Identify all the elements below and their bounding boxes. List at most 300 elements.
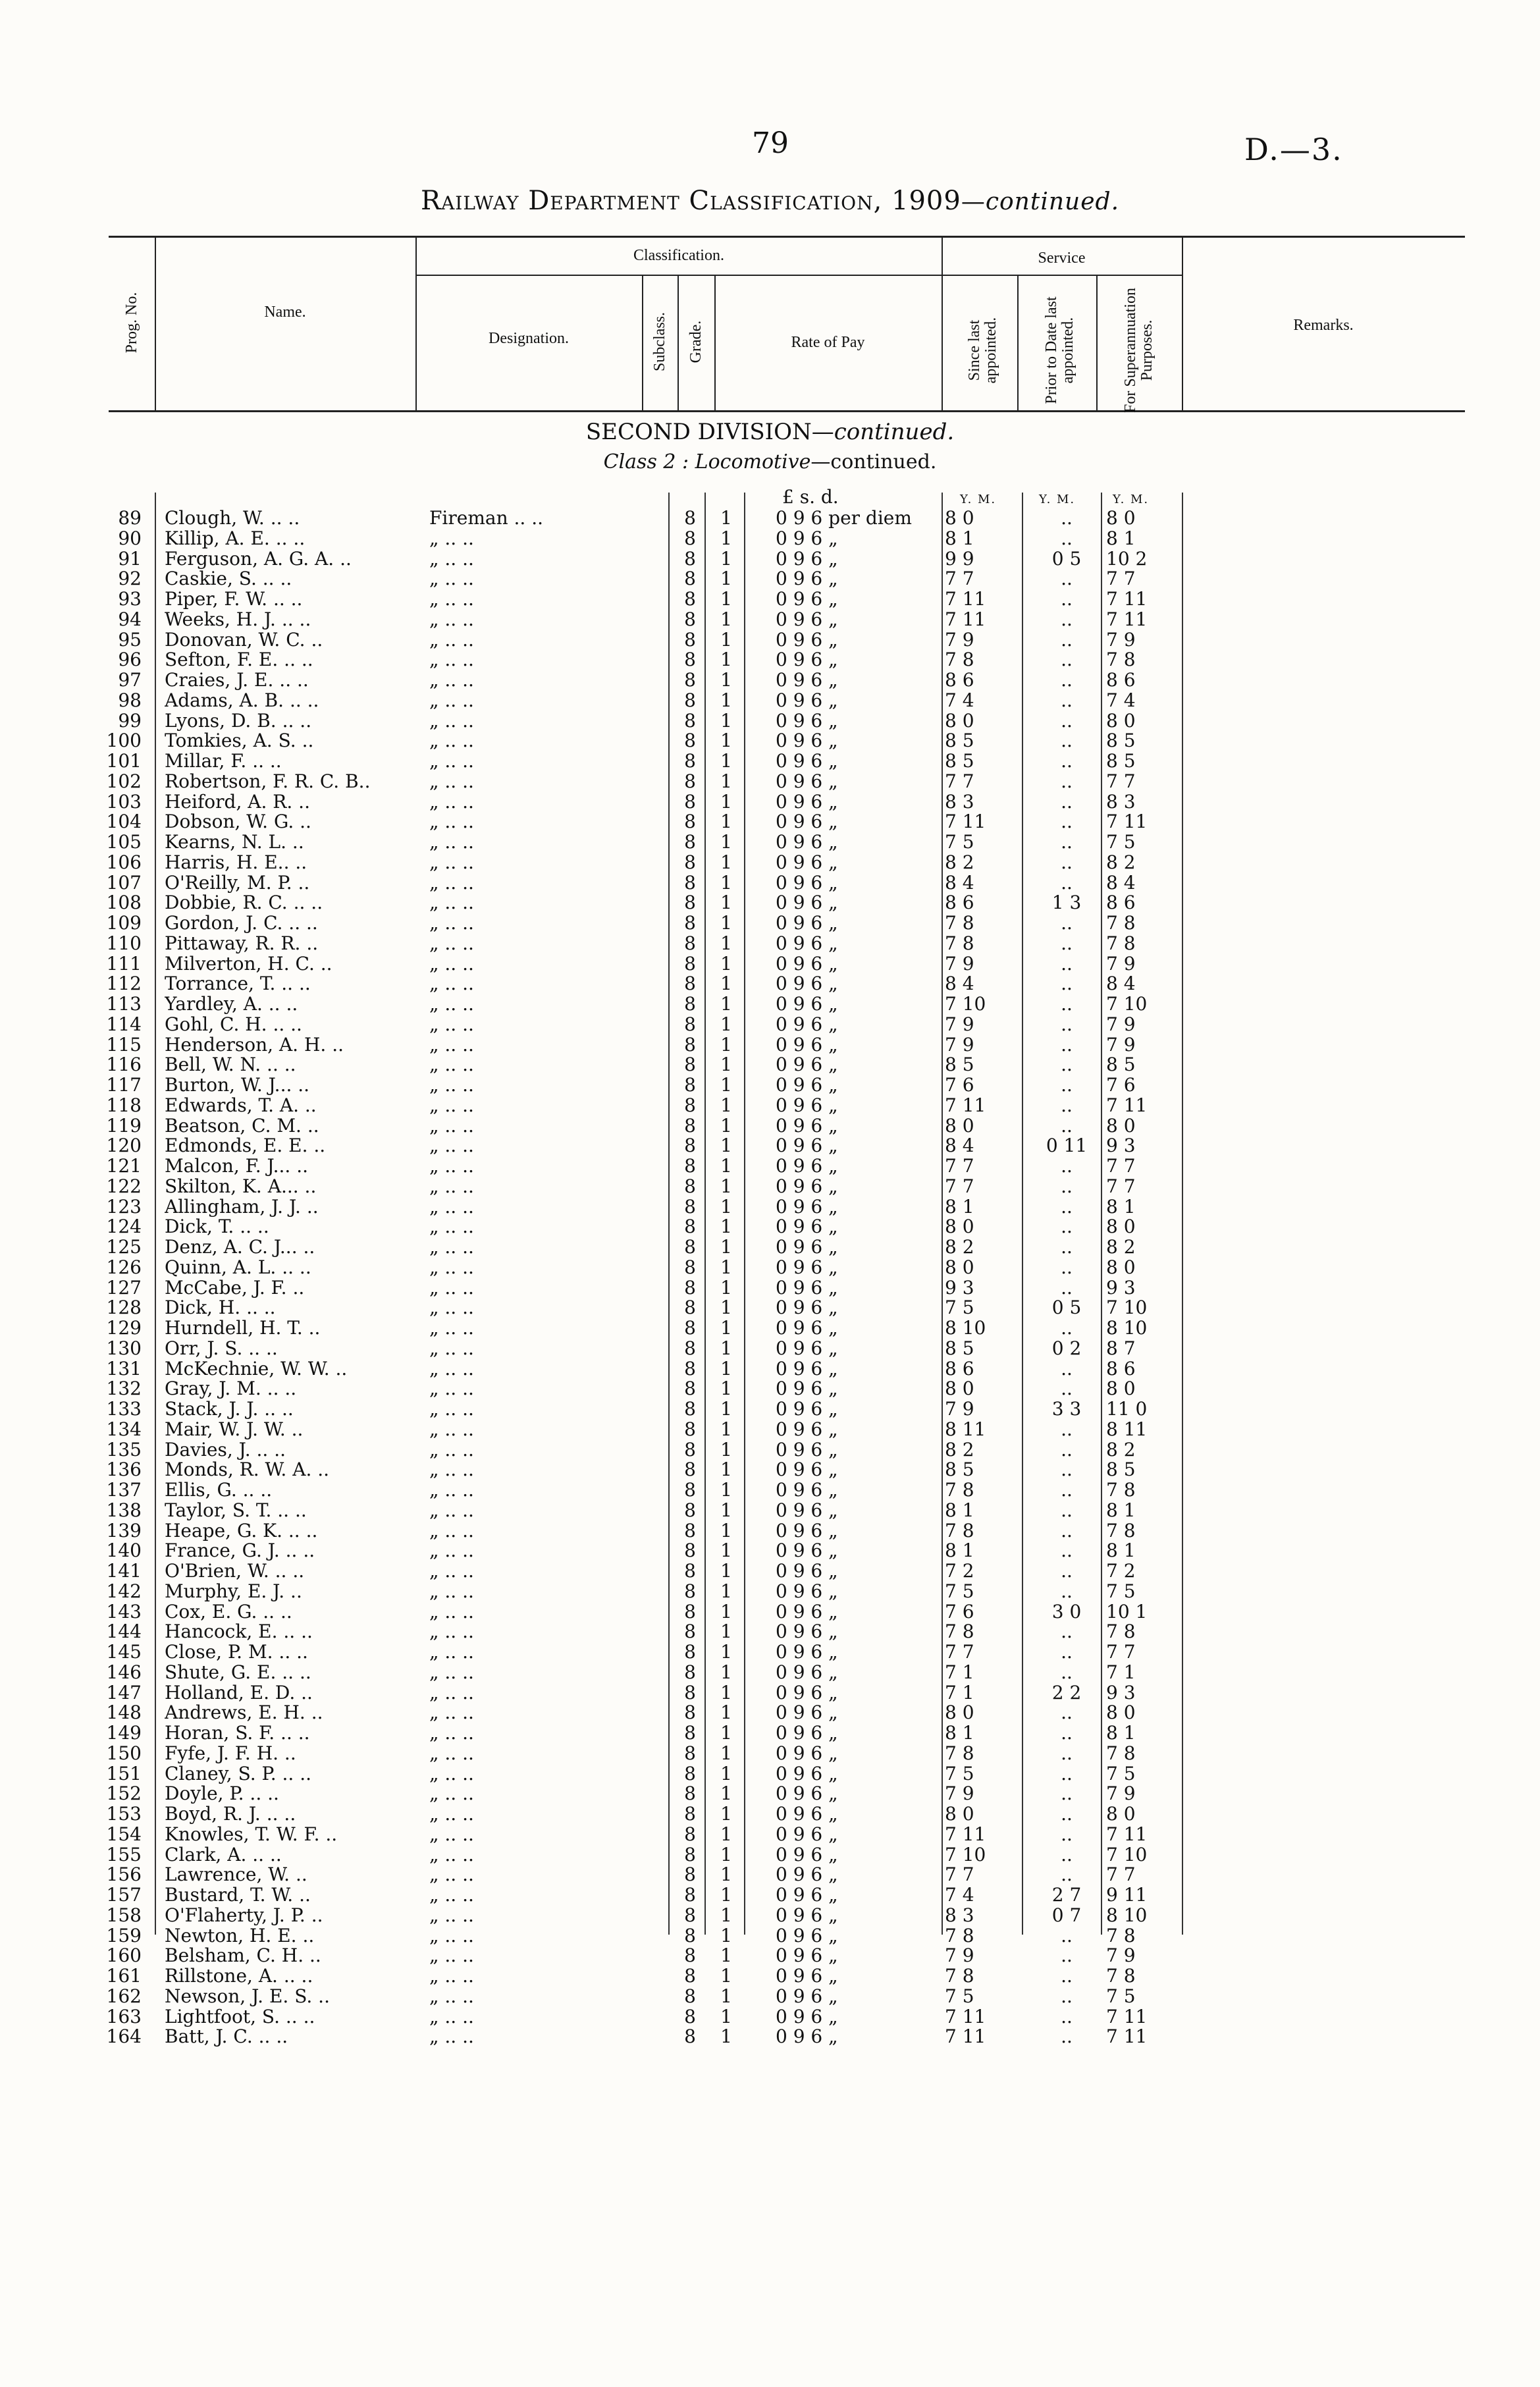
cell-subclass: 8 (684, 2025, 696, 2048)
cell-subclass: 8 (684, 1175, 696, 1197)
cell-subclass: 8 (684, 1276, 696, 1299)
cell-prog-no: 90 (118, 527, 142, 549)
class-label: Class 2 : (603, 450, 689, 473)
cell-prog-no: 106 (106, 851, 142, 873)
cell-rate-of-pay: 0 9 6 „ (776, 1378, 838, 1400)
table-row (0, 630, 1540, 651)
cell-prog-no: 105 (106, 831, 142, 853)
table-row (0, 1946, 1540, 1966)
cell-designation: „ .. .. (429, 1601, 474, 1622)
cell-prog-no: 163 (106, 2005, 142, 2027)
cell-subclass: 8 (684, 1641, 696, 1663)
cell-prior-to-date: .. (1061, 2005, 1073, 2027)
cell-grade: 1 (720, 1540, 732, 1562)
cell-rate-of-pay: 0 9 6 „ (776, 1499, 838, 1521)
cell-prog-no: 102 (106, 770, 142, 792)
cell-designation: „ .. .. (429, 1541, 474, 1561)
cell-grade: 1 (720, 1965, 732, 1987)
cell-subclass: 8 (684, 1944, 696, 1967)
cell-grade: 1 (720, 851, 732, 873)
table-row (0, 954, 1540, 975)
cell-name: Gohl, C. H. .. .. (165, 1014, 302, 1034)
cell-designation: „ .. .. (429, 913, 474, 933)
cell-superannuation: 8 2 (1106, 1438, 1136, 1461)
cell-rate-of-pay: 0 9 6 „ (776, 750, 838, 772)
cell-rate-of-pay: 0 9 6 „ (776, 1135, 838, 1157)
cell-superannuation: 7 8 (1106, 1621, 1136, 1643)
cell-name: Belsham, C. H. .. (165, 1946, 321, 1966)
cell-prog-no: 91 (118, 547, 142, 570)
cell-subclass: 8 (684, 1843, 696, 1865)
cell-superannuation: 7 9 (1106, 1783, 1136, 1805)
cell-name: Henderson, A. H. .. (165, 1034, 344, 1055)
cell-name: Skilton, K. A... .. (165, 1176, 317, 1196)
cell-subclass: 8 (684, 1438, 696, 1461)
cell-subclass: 8 (684, 932, 696, 954)
cell-designation: „ .. .. (429, 549, 474, 569)
cell-name: Newson, J. E. S. .. (165, 1986, 330, 2006)
cell-prog-no: 134 (106, 1418, 142, 1440)
cell-since-last-appointed: 8 5 (945, 1337, 974, 1359)
cell-superannuation: 8 1 (1106, 1540, 1136, 1562)
table-row (0, 2027, 1540, 2047)
cell-name: Caskie, S. .. .. (165, 569, 292, 589)
cell-prog-no: 136 (106, 1459, 142, 1481)
cell-name: Gordon, J. C. .. .. (165, 913, 318, 933)
cell-name: Adams, A. B. .. .. (165, 690, 319, 711)
cell-prior-to-date: .. (1061, 1580, 1073, 1602)
cell-rate-of-pay: 0 9 6 „ (776, 628, 838, 651)
cell-superannuation: 7 7 (1106, 568, 1136, 590)
table-row (0, 1480, 1540, 1501)
cell-subclass: 8 (684, 1378, 696, 1400)
cell-since-last-appointed: 8 1 (945, 1540, 974, 1562)
table-row (0, 1318, 1540, 1339)
cell-name: Holland, E. D. .. (165, 1682, 313, 1703)
cell-since-last-appointed: 7 9 (945, 1398, 974, 1420)
cell-prior-to-date: .. (1061, 1013, 1073, 1035)
cell-designation: „ .. .. (429, 650, 474, 670)
cell-subclass: 8 (684, 1418, 696, 1440)
table-row (0, 1156, 1540, 1177)
cell-since-last-appointed: 8 1 (945, 1499, 974, 1521)
table-row (0, 1359, 1540, 1380)
cell-prog-no: 155 (106, 1843, 142, 1865)
cell-rate-of-pay: 0 9 6 „ (776, 1479, 838, 1501)
cell-since-last-appointed: 7 4 (945, 689, 974, 711)
cell-prog-no: 164 (106, 2025, 142, 2048)
cell-designation: „ .. .. (429, 1439, 474, 1460)
table-row (0, 1683, 1540, 1703)
cell-prog-no: 147 (106, 1681, 142, 1703)
cell-superannuation: 7 8 (1106, 1965, 1136, 1987)
cell-grade: 1 (720, 730, 732, 752)
table-row (0, 1339, 1540, 1359)
cell-prior-to-date: .. (1061, 1519, 1073, 1542)
cell-prog-no: 144 (106, 1621, 142, 1643)
cell-name: Claney, S. P. .. .. (165, 1763, 312, 1784)
cell-grade: 1 (720, 1600, 732, 1623)
table-row (0, 1440, 1540, 1461)
cell-prog-no: 115 (106, 1033, 142, 1056)
cell-prior-to-date: .. (1061, 2025, 1073, 2048)
cell-subclass: 8 (684, 608, 696, 630)
cell-superannuation: 8 6 (1106, 1357, 1136, 1380)
cell-superannuation: 8 1 (1106, 1722, 1136, 1744)
cell-prog-no: 116 (106, 1054, 142, 1076)
cell-prior-to-date: .. (1061, 689, 1073, 711)
cell-subclass: 8 (684, 1297, 696, 1319)
cell-superannuation: 8 1 (1106, 527, 1136, 549)
cell-subclass: 8 (684, 1479, 696, 1501)
cell-since-last-appointed: 7 11 (945, 588, 986, 610)
cell-subclass: 8 (684, 1337, 696, 1359)
cell-rate-of-pay: 0 9 6 „ (776, 1317, 838, 1339)
cell-superannuation: 8 7 (1106, 1337, 1136, 1359)
cell-name: Hancock, E. .. .. (165, 1622, 313, 1642)
cell-prior-to-date: .. (1061, 811, 1073, 833)
cell-superannuation: 7 9 (1106, 952, 1136, 975)
cell-subclass: 8 (684, 1681, 696, 1703)
cell-superannuation: 7 7 (1106, 1864, 1136, 1886)
cell-rate-of-pay: 0 9 6 „ (776, 1175, 838, 1197)
table-row (0, 1845, 1540, 1865)
cell-superannuation: 7 2 (1106, 1560, 1136, 1582)
cell-designation: „ .. .. (429, 791, 474, 812)
cell-superannuation: 8 6 (1106, 892, 1136, 914)
cell-since-last-appointed: 8 0 (945, 1216, 974, 1238)
cell-since-last-appointed: 7 5 (945, 1297, 974, 1319)
cell-grade: 1 (720, 1762, 732, 1784)
cell-designation: „ .. .. (429, 852, 474, 872)
cell-grade: 1 (720, 790, 732, 813)
cell-superannuation: 8 0 (1106, 1702, 1136, 1724)
cell-superannuation: 7 9 (1106, 1013, 1136, 1035)
cell-subclass: 8 (684, 2005, 696, 2027)
cell-subclass: 8 (684, 1560, 696, 1582)
cell-prog-no: 161 (106, 1965, 142, 1987)
cell-designation: „ .. .. (429, 569, 474, 589)
cell-designation: „ .. .. (429, 731, 474, 751)
table-row (0, 934, 1540, 954)
cell-designation: „ .. .. (429, 1925, 474, 1946)
cell-designation: „ .. .. (429, 1217, 474, 1237)
cell-name: Newton, H. E. .. (165, 1925, 315, 1946)
cell-prior-to-date: .. (1061, 1094, 1073, 1116)
cell-designation: „ .. .. (429, 1703, 474, 1723)
cell-prior-to-date: .. (1061, 851, 1073, 873)
cell-subclass: 8 (684, 831, 696, 853)
cell-grade: 1 (720, 1337, 732, 1359)
cell-name: Heape, G. K. .. .. (165, 1520, 318, 1541)
cell-since-last-appointed: 8 1 (945, 527, 974, 549)
cell-grade: 1 (720, 1256, 732, 1278)
cell-prior-to-date: .. (1061, 1560, 1073, 1582)
table-row (0, 1784, 1540, 1804)
cell-subclass: 8 (684, 1033, 696, 1056)
table-row (0, 2007, 1540, 2027)
cell-superannuation: 7 9 (1106, 1033, 1136, 1056)
cell-rate-of-pay: 0 9 6 „ (776, 568, 838, 590)
cell-since-last-appointed: 8 6 (945, 669, 974, 691)
cell-subclass: 8 (684, 1823, 696, 1845)
cell-grade: 1 (720, 871, 732, 894)
table-row (0, 1278, 1540, 1299)
table-row (0, 1136, 1540, 1156)
cell-name: Doyle, P. .. .. (165, 1784, 279, 1804)
cell-rate-of-pay: 0 9 6 „ (776, 1600, 838, 1623)
cell-prior-to-date: .. (1061, 932, 1073, 954)
cell-designation: „ .. .. (429, 953, 474, 974)
table-row (0, 650, 1540, 670)
cell-grade: 1 (720, 1702, 732, 1724)
cell-prior-to-date: .. (1061, 1357, 1073, 1380)
header-prog-no: Prog. No. (123, 292, 140, 354)
cell-designation: „ .. .. (429, 893, 474, 913)
cell-designation: „ .. .. (429, 1763, 474, 1784)
cell-rate-of-pay: 0 9 6 „ (776, 1297, 838, 1319)
cell-superannuation: 8 5 (1106, 750, 1136, 772)
cell-prog-no: 125 (106, 1236, 142, 1258)
cell-designation: „ .. .. (429, 1682, 474, 1703)
cell-subclass: 8 (684, 1783, 696, 1805)
cell-designation: „ .. .. (429, 1034, 474, 1055)
cell-subclass: 8 (684, 892, 696, 914)
document-reference: D.—3. (1244, 132, 1343, 167)
cell-rate-of-pay: 0 9 6 „ (776, 1540, 838, 1562)
cell-rate-of-pay: 0 9 6 „ (776, 1357, 838, 1380)
cell-since-last-appointed: 8 3 (945, 1904, 974, 1926)
cell-prior-to-date: .. (1061, 1438, 1073, 1461)
cell-name: Dick, H. .. .. (165, 1298, 276, 1318)
cell-name: Cox, E. G. .. .. (165, 1601, 292, 1622)
cell-designation: „ .. .. (429, 690, 474, 711)
cell-designation: „ .. .. (429, 832, 474, 852)
cell-designation: „ .. .. (429, 2006, 474, 2027)
cell-superannuation: 8 5 (1106, 1459, 1136, 1481)
cell-subclass: 8 (684, 649, 696, 671)
cell-prior-to-date: .. (1061, 649, 1073, 671)
cell-name: Lawrence, W. .. (165, 1865, 307, 1885)
cell-rate-of-pay: 0 9 6 „ (776, 2005, 838, 2027)
cell-rate-of-pay: 0 9 6 „ (776, 1580, 838, 1602)
cell-name: Dobbie, R. C. .. .. (165, 893, 323, 913)
cell-since-last-appointed: 7 8 (945, 1742, 974, 1764)
cell-designation: „ .. .. (429, 1115, 474, 1136)
cell-since-last-appointed: 8 1 (945, 1195, 974, 1218)
cell-superannuation: 7 7 (1106, 770, 1136, 792)
cell-grade: 1 (720, 1418, 732, 1440)
table-row (0, 792, 1540, 813)
cell-superannuation: 8 0 (1106, 709, 1136, 732)
cell-prog-no: 89 (118, 507, 142, 529)
cell-name: Knowles, T. W. F. .. (165, 1824, 338, 1844)
cell-prior-to-date: .. (1061, 1256, 1073, 1278)
cell-prog-no: 143 (106, 1600, 142, 1623)
cell-designation: „ .. .. (429, 1865, 474, 1885)
table-row (0, 832, 1540, 853)
cell-rate-of-pay: 0 9 6 „ (776, 831, 838, 853)
cell-prior-to-date: .. (1061, 1965, 1073, 1987)
cell-subclass: 8 (684, 1742, 696, 1764)
table-row (0, 610, 1540, 630)
table-row (0, 1055, 1540, 1075)
cell-designation: „ .. .. (429, 1520, 474, 1541)
cell-name: France, G. J. .. .. (165, 1541, 315, 1561)
division-title: SECOND DIVISION—continued. (585, 419, 955, 445)
cell-name: Donovan, W. C. .. (165, 630, 323, 650)
cell-designation: „ .. .. (429, 933, 474, 953)
cell-rate-of-pay: 0 9 6 „ (776, 1762, 838, 1784)
cell-prior-to-date: 0 11 (1046, 1135, 1088, 1157)
cell-prior-to-date: .. (1061, 1621, 1073, 1643)
cell-superannuation: 8 2 (1106, 1236, 1136, 1258)
cell-name: Edwards, T. A. .. (165, 1095, 317, 1115)
cell-designation: „ .. .. (429, 812, 474, 832)
cell-superannuation: 9 11 (1106, 1884, 1148, 1906)
cell-subclass: 8 (684, 1155, 696, 1177)
cell-rate-of-pay: 0 9 6 „ (776, 1074, 838, 1096)
cell-subclass: 8 (684, 750, 696, 772)
cell-rate-of-pay: 0 9 6 „ (776, 1661, 838, 1683)
cell-superannuation: 7 10 (1106, 993, 1148, 1015)
cell-rate-of-pay: 0 9 6 „ (776, 547, 838, 570)
cell-prog-no: 98 (118, 689, 142, 711)
cell-subclass: 8 (684, 527, 696, 549)
cell-prior-to-date: 0 2 (1051, 1337, 1082, 1359)
cell-prog-no: 139 (106, 1519, 142, 1542)
cell-designation: „ .. .. (429, 994, 474, 1014)
cell-prog-no: 103 (106, 790, 142, 813)
cell-since-last-appointed: 7 5 (945, 831, 974, 853)
cell-since-last-appointed: 7 7 (945, 1175, 974, 1197)
cell-designation: „ .. .. (429, 1419, 474, 1439)
cell-name: Bustard, T. W. .. (165, 1885, 311, 1905)
cell-since-last-appointed: 8 0 (945, 709, 974, 732)
cell-subclass: 8 (684, 912, 696, 934)
table-row (0, 1420, 1540, 1440)
cell-since-last-appointed: 7 11 (945, 1823, 986, 1845)
cell-rate-of-pay: 0 9 6 „ (776, 851, 838, 873)
cell-subclass: 8 (684, 993, 696, 1015)
cell-name: Close, P. M. .. .. (165, 1642, 308, 1662)
division-name: SECOND DIVISION (585, 419, 812, 445)
cell-grade: 1 (720, 689, 732, 711)
cell-since-last-appointed: 8 5 (945, 730, 974, 752)
cell-designation: „ .. .. (429, 1946, 474, 1966)
cell-prior-to-date: .. (1061, 1114, 1073, 1137)
cell-prior-to-date: 0 7 (1051, 1904, 1082, 1926)
cell-grade: 1 (720, 1033, 732, 1056)
cell-since-last-appointed: 7 11 (945, 608, 986, 630)
cell-grade: 1 (720, 1499, 732, 1521)
cell-prog-no: 151 (106, 1762, 142, 1784)
cell-superannuation: 8 5 (1106, 730, 1136, 752)
cell-prior-to-date: .. (1061, 527, 1073, 549)
cell-prior-to-date: 3 3 (1051, 1398, 1082, 1420)
cell-prog-no: 138 (106, 1499, 142, 1521)
cell-since-last-appointed: 8 0 (945, 1803, 974, 1825)
cell-rate-of-pay: 0 9 6 „ (776, 1965, 838, 1987)
cell-superannuation: 7 4 (1106, 689, 1136, 711)
table-row (0, 691, 1540, 711)
page-number: 79 (752, 126, 789, 160)
cell-prog-no: 135 (106, 1438, 142, 1461)
cell-rate-of-pay: 0 9 6 „ (776, 973, 838, 995)
cell-subclass: 8 (684, 1621, 696, 1643)
cell-prog-no: 159 (106, 1924, 142, 1946)
cell-grade: 1 (720, 608, 732, 630)
cell-since-last-appointed: 7 8 (945, 1621, 974, 1643)
cell-rate-of-pay: 0 9 6 „ (776, 1803, 838, 1825)
cell-subclass: 8 (684, 689, 696, 711)
cell-since-last-appointed: 7 11 (945, 811, 986, 833)
cell-name: Batt, J. C. .. .. (165, 2027, 288, 2047)
cell-name: Milverton, H. C. .. (165, 953, 332, 974)
cell-grade: 1 (720, 1560, 732, 1582)
cell-prog-no: 120 (106, 1135, 142, 1157)
cell-since-last-appointed: 7 7 (945, 770, 974, 792)
cell-prog-no: 152 (106, 1783, 142, 1805)
table-row (0, 994, 1540, 1015)
cell-prog-no: 154 (106, 1823, 142, 1845)
cell-name: Dick, T. .. .. (165, 1217, 269, 1237)
cell-rate-of-pay: 0 9 6 „ (776, 1944, 838, 1967)
cell-superannuation: 8 4 (1106, 973, 1136, 995)
cell-prog-no: 128 (106, 1297, 142, 1319)
cell-prior-to-date: .. (1061, 507, 1073, 529)
cell-subclass: 8 (684, 1013, 696, 1035)
cell-grade: 1 (720, 1924, 732, 1946)
cell-grade: 1 (720, 1580, 732, 1602)
cell-superannuation: 7 8 (1106, 1924, 1136, 1946)
cell-superannuation: 11 0 (1106, 1398, 1148, 1420)
cell-prog-no: 111 (106, 952, 142, 975)
cell-prog-no: 150 (106, 1742, 142, 1764)
cell-prog-no: 101 (106, 750, 142, 772)
title-continued: continued. (985, 188, 1120, 215)
table-row (0, 1723, 1540, 1744)
table-row (0, 1460, 1540, 1480)
cell-superannuation: 7 11 (1106, 2025, 1148, 2048)
table-row (0, 711, 1540, 732)
cell-prog-no: 133 (106, 1398, 142, 1420)
cell-name: Gray, J. M. .. .. (165, 1379, 297, 1399)
cell-rate-of-pay: 0 9 6 „ (776, 588, 838, 610)
cell-subclass: 8 (684, 547, 696, 570)
cell-rate-of-pay: 0 9 6 „ (776, 1621, 838, 1643)
table-row (0, 1804, 1540, 1825)
cell-superannuation: 7 8 (1106, 1519, 1136, 1542)
cell-rate-of-pay: 0 9 6 „ (776, 730, 838, 752)
cell-subclass: 8 (684, 730, 696, 752)
cell-since-last-appointed: 7 4 (945, 1884, 974, 1906)
cell-grade: 1 (720, 1236, 732, 1258)
cell-grade: 1 (720, 831, 732, 853)
cell-prog-no: 119 (106, 1114, 142, 1137)
cell-rate-of-pay: 0 9 6 „ (776, 1013, 838, 1035)
table-row (0, 1885, 1540, 1906)
cell-subclass: 8 (684, 1459, 696, 1481)
cell-prog-no: 99 (118, 709, 142, 732)
cell-superannuation: 7 8 (1106, 1479, 1136, 1501)
cell-name: Millar, F. .. .. (165, 751, 282, 771)
cell-name: Clough, W. .. .. (165, 508, 300, 528)
cell-rate-of-pay: 0 9 6 „ (776, 1985, 838, 2007)
table-row (0, 670, 1540, 691)
cell-subclass: 8 (684, 1965, 696, 1987)
cell-grade: 1 (720, 1013, 732, 1035)
